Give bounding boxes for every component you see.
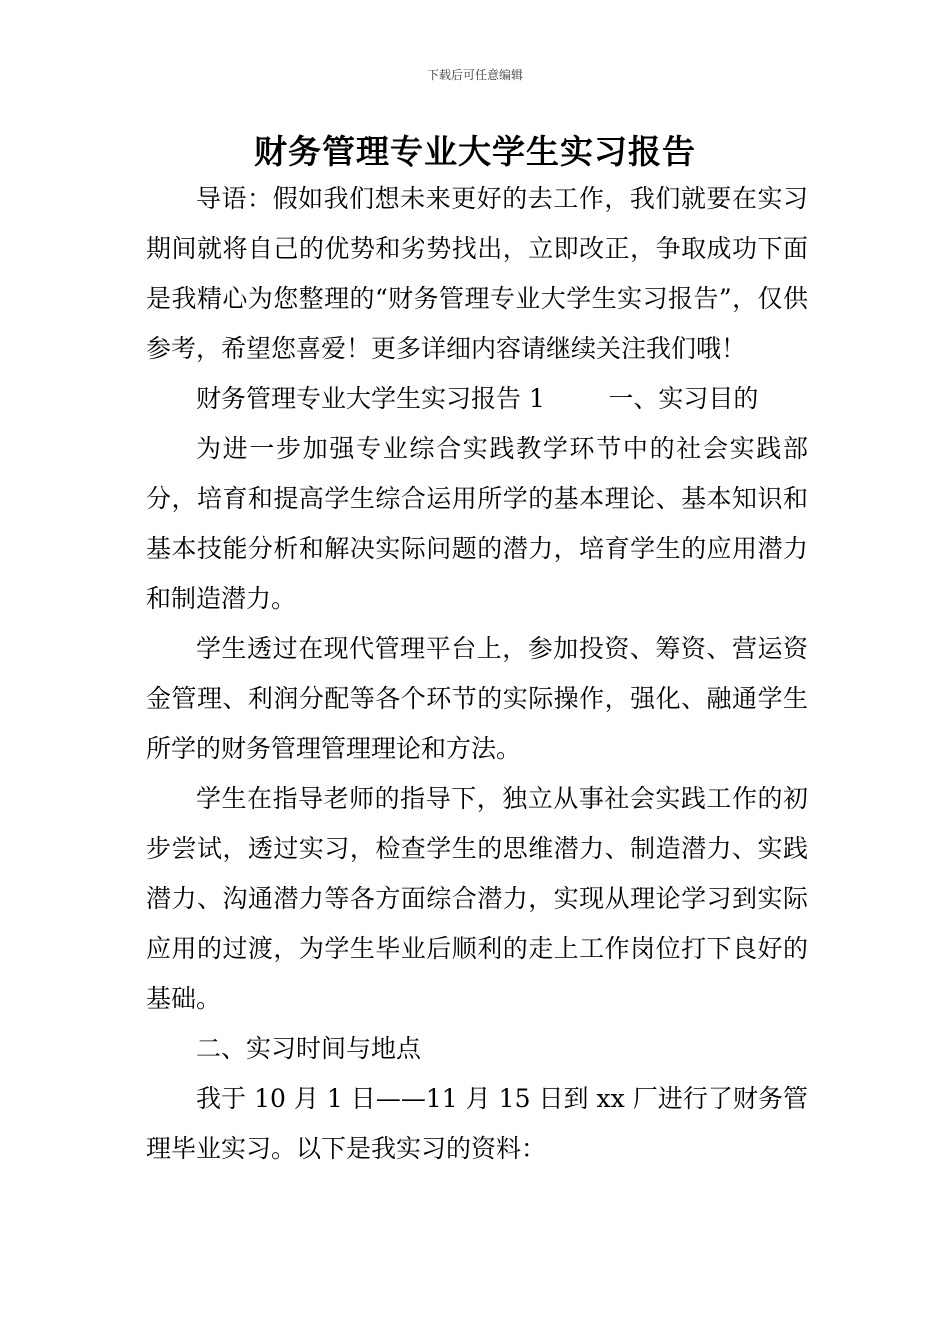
section-heading: 二、实习时间与地点 (196, 1034, 422, 1063)
body-paragraph: 学生透过在现代管理平台上，参加投资、筹资、营运资金管理、利润分配等各个环节的实际操作，强化、融通学生所学的财务管理管理理论和方法。 (146, 634, 808, 763)
page-title: 财务管理专业大学生实习报告 (254, 132, 696, 171)
document-body (146, 174, 808, 1174)
body-paragraph: 我于 10 月 1 日——11 月 15 日到 xx 厂进行了财务管理毕业实习。以下是我实习的资料： (146, 1084, 808, 1163)
body-paragraph: 学生在指导老师的指导下，独立从事社会实践工作的初步尝试，透过实习，检查学生的思维潜力、制造潜力、实践潜力、沟通潜力等各方面综合潜力，实现从理论学习到实际应用的过渡，为学生毕业后顺利的走上工作岗位打下良好的基础。 (146, 784, 808, 1013)
intro-paragraph: 导语：假如我们想未来更好的去工作，我们就要在实习期间就将自己的优势和劣势找出，立即改正，争取成功下面是我精心为您整理的“财务管理专业大学生实习报告”，仅供参考，希望您喜爱！更多详细内容请继续关注我们哦！ (146, 184, 808, 363)
body-paragraph: 为进一步加强专业综合实践教学环节中的社会实践部分，培育和提高学生综合运用所学的基本理论、基本知识和基本技能分析和解决实际问题的潜力，培育学生的应用潜力和制造潜力。 (146, 434, 808, 613)
header-note: 下载后可任意编辑 (426, 68, 523, 82)
report-section-heading: 财务管理专业大学生实习报告 1 一、实习目的 (196, 384, 759, 413)
